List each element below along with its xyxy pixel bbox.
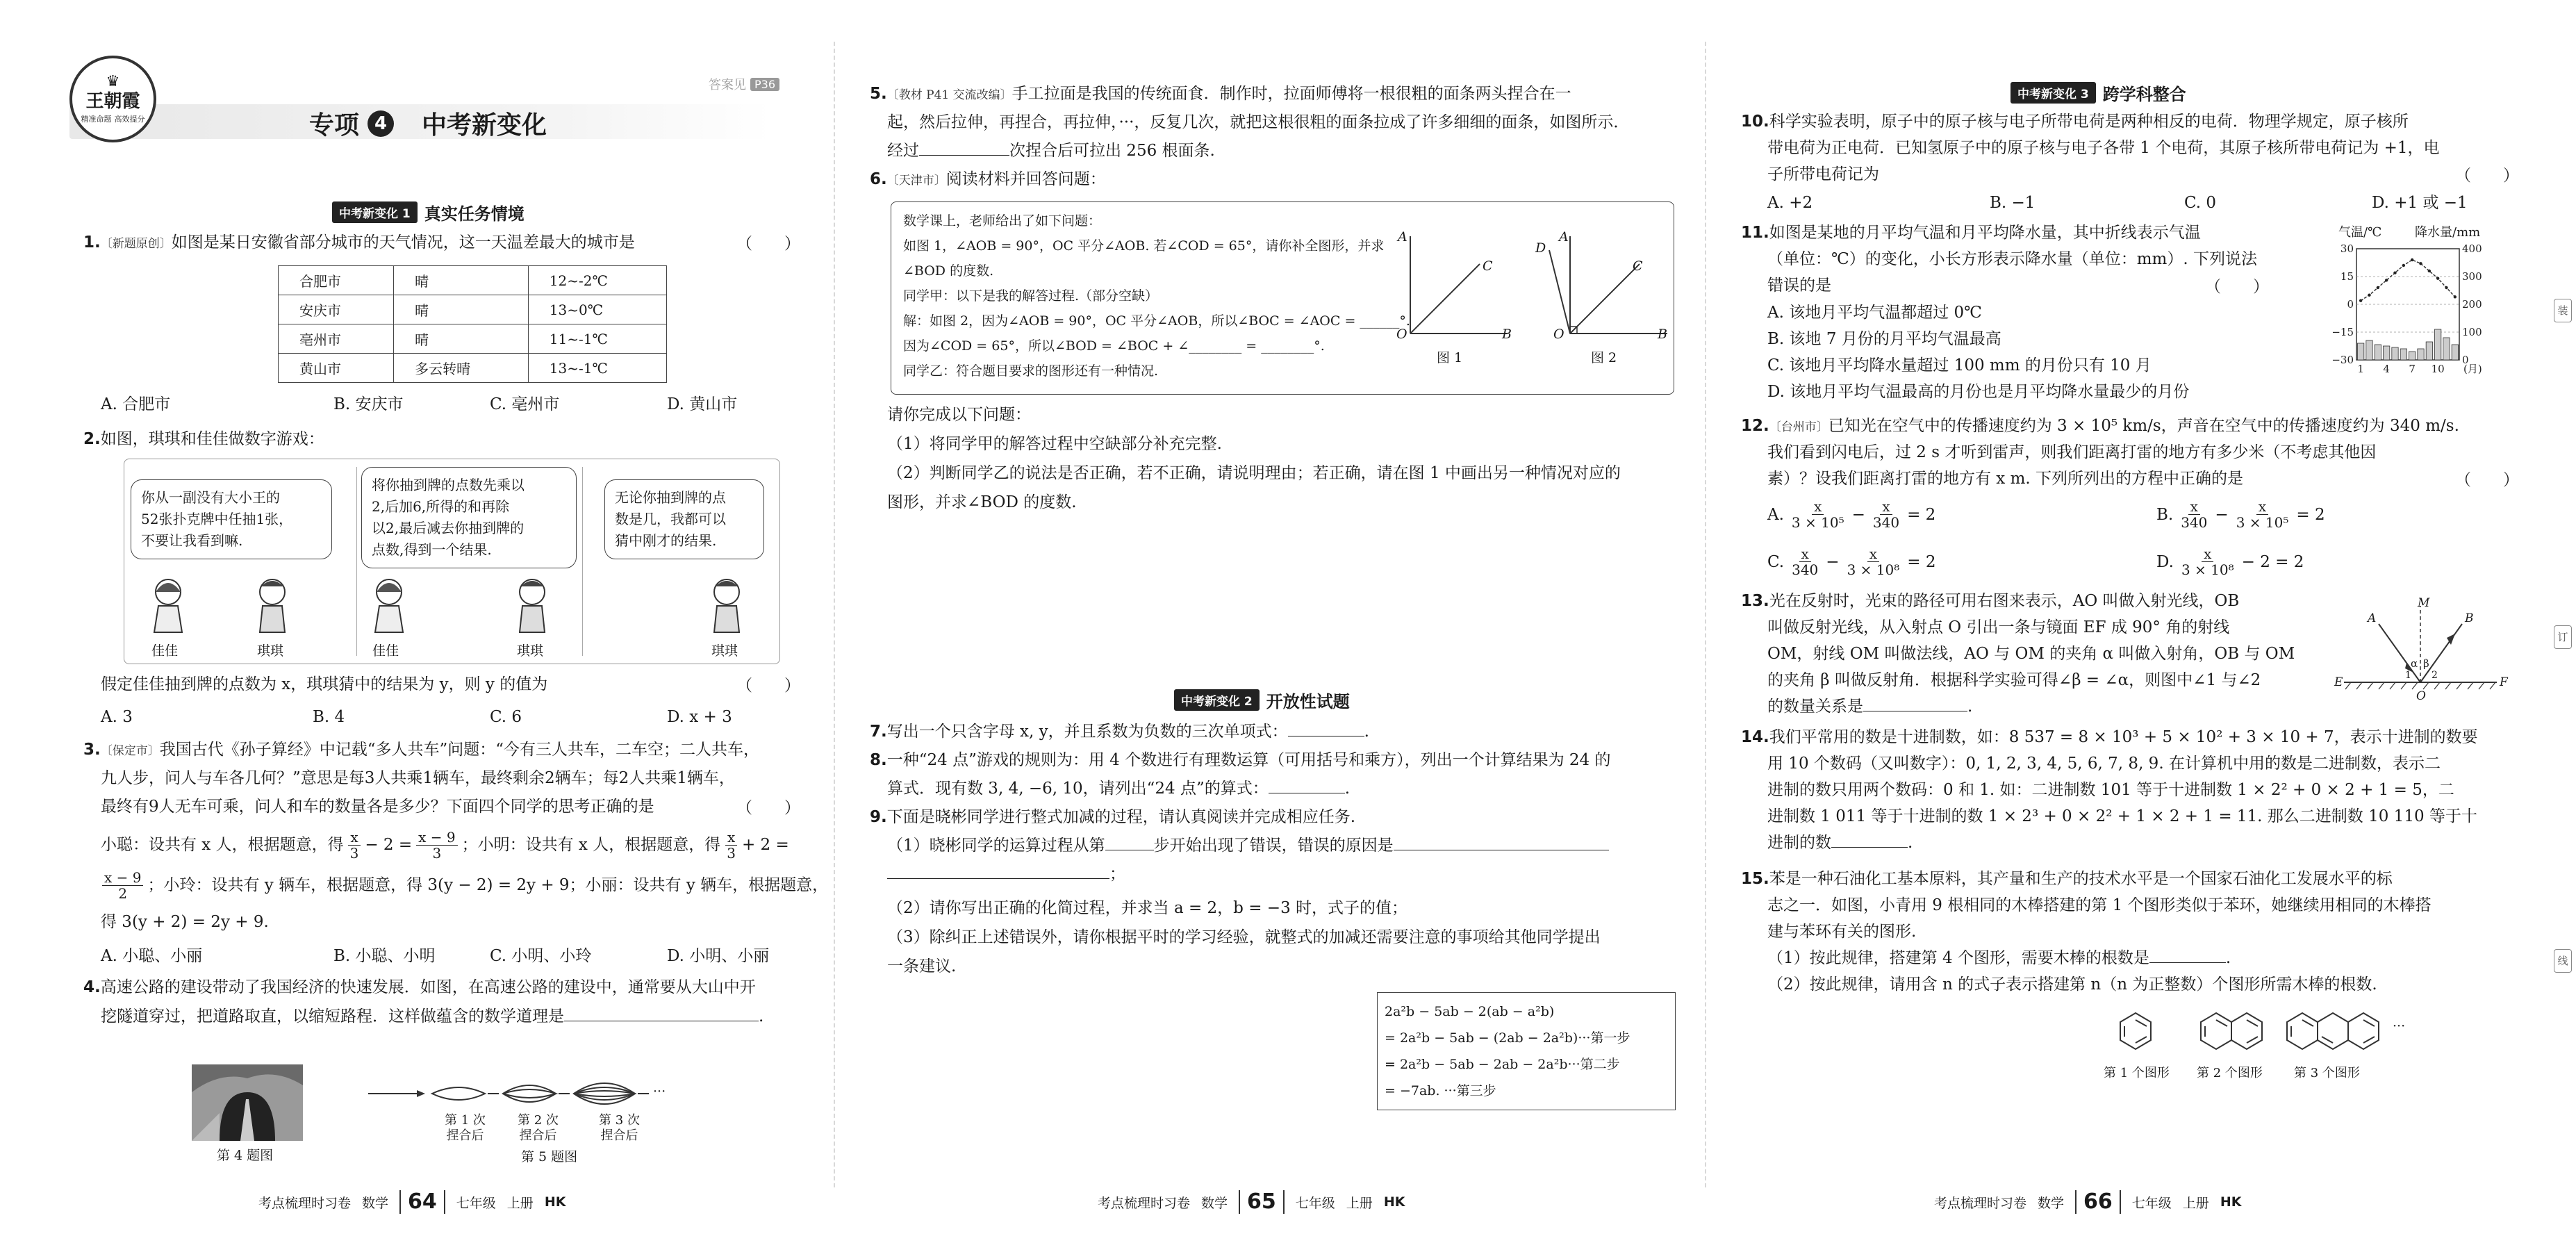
chart-left-tick-label: −30 <box>2331 354 2354 366</box>
q2-name-label: 琪琪 <box>257 643 284 659</box>
chart-x-tick-label: 7 <box>2409 363 2416 375</box>
chart-temperature-point <box>2368 293 2370 296</box>
footer-page-65: 考点梳理时习卷 数学 65 七年级 上册 HK <box>1098 1190 1405 1214</box>
q11-answer-paren[interactable]: （ ） <box>2205 278 2269 296</box>
q6-stem: 6.〔天津市〕阅读材料并回答问题： <box>870 170 1106 188</box>
child-girl-icon <box>154 579 182 632</box>
page-number: 64 <box>399 1190 445 1214</box>
q14-line4: 进制数 1 011 等于十进制的数 1 × 2³ + 0 × 2² + 1 × 2 + 1 = 11. 那么二进制数 10 110 等于十 <box>1767 807 2477 825</box>
q4-figure-caption: 第 4 题图 <box>217 1148 274 1163</box>
section-2-heading: 中考新变化 2 开放性试题 <box>1174 688 1350 711</box>
q2-stem: 2.如图，琪琪和佳佳做数字游戏： <box>83 430 324 448</box>
q13-label-e: E <box>2334 675 2343 689</box>
q5-line2: 起，然后拉伸，再捏合，再拉伸，···，反复几次，就把这根很粗的面条拉成了许多细细的面条，如图所示． <box>887 113 1630 131</box>
q6-fig1-label-c: C <box>1483 258 1493 274</box>
q2-option-b[interactable]: B. 4 <box>313 708 345 726</box>
footer-page-66: 考点梳理时习卷 数学 66 七年级 上册 HK <box>1934 1190 2242 1214</box>
q15-fig-caption-1: 第 1 个图形 <box>2104 1066 2170 1080</box>
q13-label-b: B <box>2465 611 2474 625</box>
chart-temperature-point <box>2393 271 2396 274</box>
q11-option-d[interactable]: D. 该地月平均气温最高的月份也是月平均降水量最少的月份 <box>1767 383 2190 401</box>
q9-sub1-cont: ； <box>887 862 1125 887</box>
q13-label-alpha: α <box>2411 657 2418 670</box>
q10-line2: 带电荷为正电荷．已知氢原子中的原子核与电子各带 1 个电荷，其原子核所带电荷记为 +1，电 <box>1767 139 2440 157</box>
q15-sub1: （1）按此规律，搭建第 4 个图形，需要木棒的根数是 . <box>1767 949 2231 967</box>
q2-option-a[interactable]: A. 3 <box>101 708 133 726</box>
q15-sub2: （2）按此规律，请用含 n 的式子表示搭建第 n（n 为正整数）个图形所需木棒的根数. <box>1767 976 2377 994</box>
q6-sub2b: 图形，并求∠BOD 的度数. <box>887 493 1077 511</box>
q9-reason-blank-2[interactable] <box>887 878 1109 879</box>
q9-sub1: （1）晓彬同学的运算过程从第 步开始出现了错误，错误的原因是 <box>887 834 1609 858</box>
topic-title: 专项 4 中考新变化 <box>309 111 547 140</box>
q3-option-a[interactable]: A. 小聪、小丽 <box>101 947 203 965</box>
q13-label-2: 2 <box>2431 670 2438 681</box>
q13-line4: 的夹角 β 叫做反射角．根据科学实验可得∠β = ∠α，则图中∠1 与∠2 <box>1767 671 2261 689</box>
chart-ylabel-left: 气温/℃ <box>2338 225 2382 240</box>
q13-label-beta: β <box>2423 657 2429 670</box>
q6-figure-1 <box>1389 222 1514 347</box>
chart-temperature-point <box>2436 277 2439 279</box>
q13-line2: 叫做反射光线，从入射点 O 引出一条与镜面 EF 成 90° 角的射线 <box>1767 618 2230 636</box>
benzene-ring-2 <box>2201 1013 2262 1049</box>
q5-line3: 经过 次捏合后可拉出 256 根面条. <box>887 142 1215 160</box>
chart-x-axis-label: (月) <box>2463 363 2482 375</box>
binding-mark: 订 <box>2554 625 2572 649</box>
q9-sub2: （2）请你写出正确的化简过程，并求当 a = 2，b = −3 时，式子的值； <box>887 899 1408 917</box>
q15-line1: 15.苯是一种石油化工基本原料，其产量和生产的技术水平是一个国家石油化工发展水平的标 <box>1741 870 2393 888</box>
q2-speech-bubble-2: 将你抽到牌的点数先乘以 2,后加6,所得的和再除 以2,最后减去你抽到牌的 点数,得到一个结果. <box>361 467 577 568</box>
chart-temperature-point <box>2428 270 2431 272</box>
chart-temperature-point <box>2419 262 2422 265</box>
q6-fig2-label-c: C <box>1633 258 1643 274</box>
q6-sub1: （1）将同学甲的解答过程中空缺部分补充完整. <box>887 435 1222 453</box>
q6-fig1-label-o: O <box>1396 327 1407 342</box>
logo-sub2: 高效提分 <box>114 114 145 124</box>
chart-x-tick-label: 10 <box>2431 363 2445 375</box>
q15-line2: 志之一．如图，小青用 9 根相同的木棒搭建的第 1 个图形类似于苯环，她继续用相同的木棒搭 <box>1767 896 2431 914</box>
chart-left-tick-label: 15 <box>2340 270 2354 283</box>
q15-benzene-figures <box>2094 1005 2413 1060</box>
q14-answer-blank[interactable] <box>1831 847 1908 848</box>
q12-answer-paren[interactable]: （ ） <box>2455 471 2519 489</box>
q13-reflection-figure <box>2337 596 2504 700</box>
q10-line3: 子所带电荷记为 <box>1767 165 1879 183</box>
chart-bar <box>2375 345 2381 360</box>
chart-temperature-point <box>2385 279 2388 281</box>
q3-option-c[interactable]: C. 小明、小玲 <box>490 947 592 965</box>
chart-temperature-point <box>2402 264 2405 267</box>
chart-bar <box>2366 340 2372 360</box>
q9-sub3a: （3）除纠正上述错误外，请你根据平时的学习经验，就整式的加减还需要注意的事项给其他同学提出 <box>887 928 1601 946</box>
q1-option-c[interactable]: C. 亳州市 <box>490 395 560 413</box>
chart-bar <box>2443 338 2450 360</box>
q2-speech-bubble-1: 你从一副没有大小王的 52张扑克牌中任抽1张， 不要让我看到嘛. <box>131 479 332 559</box>
q5-step-label-2: 第 2 次 捏合后 <box>518 1113 559 1143</box>
q13-line5: 的数量关系是 . <box>1767 698 1973 716</box>
q11-line1: 11.如图是某地的月平均气温和月平均降水量，其中折线表示气温 <box>1741 224 2201 242</box>
chart-temperature-point <box>2359 299 2362 302</box>
chart-temperature-point <box>2454 295 2457 298</box>
q2-option-d[interactable]: D. x + 3 <box>667 708 732 726</box>
q11-line2: （单位：℃）的变化，小长方形表示降水量（单位：mm）. 下列说法 <box>1767 250 2257 268</box>
q5-line1: 5.〔教材 P41 交流改编〕手工拉面是我国的传统面食．制作时，拉面师傅将一根很粗的面条两头捏合在一 <box>870 85 1571 103</box>
q6-fig1-label-b: B <box>1502 327 1512 342</box>
binding-mark: 装 <box>2554 299 2572 322</box>
binding-mark: 线 <box>2554 949 2572 973</box>
logo <box>69 56 156 142</box>
q6-fig1-caption: 图 1 <box>1437 350 1463 365</box>
q6-fig2-label-a: A <box>1559 229 1569 245</box>
q6-fig1-label-a: A <box>1398 229 1407 245</box>
q6-fig2-label-d: D <box>1535 240 1546 256</box>
q10-line1: 10.科学实验表明，原子中的原子核与电子所带电荷是两种相反的电荷．物理学规定，原子核所 <box>1741 113 2409 131</box>
q15-fig-caption-2: 第 2 个图形 <box>2197 1066 2263 1080</box>
chart-temperature-point <box>2411 258 2413 261</box>
chart-right-tick-label: 400 <box>2462 242 2482 255</box>
q8-line2: 算式．现有数 3, 4, −6, 10，请列出“24 点”的算式： . <box>887 780 1351 798</box>
chart-temperature-line <box>2361 260 2455 301</box>
q7-stem: 7.写出一个只含字母 x, y，并且系数为负数的三次单项式： . <box>870 723 1369 741</box>
q6-fig2-caption: 图 2 <box>1591 350 1617 365</box>
q6-sub2a: （2）判断同学乙的说法是否正确，若不正确，请说明理由；若正确，请在图 1 中画出另一种情况对应的 <box>887 464 1621 482</box>
q13-label-m: M <box>2418 596 2430 610</box>
q13-label-o: O <box>2416 689 2426 703</box>
q1-stem: 1.〔新题原创〕如图是某日安徽省部分城市的天气情况，这一天温差最大的城市是 <box>83 233 635 252</box>
q2-name-label: 琪琪 <box>517 643 544 659</box>
child-girl-icon <box>375 579 403 632</box>
q1-option-d[interactable]: D. 黄山市 <box>667 395 738 413</box>
q5-answer-blank[interactable] <box>919 155 1009 156</box>
q6-material-text: 数学课上，老师给出了如下问题： 如图 1，∠AOB = 90°，OC 平分∠AOB. 若∠COD = 65°，请你补全图形，并求 ∠BOD 的度数. 同学甲：以下是我的解答过程.（部分空缺） 解：如图 2，因为∠AOB = 90°，OC 平分∠AOB，所以∠BOC = ∠AOC = ______°. 因为∠COD = 65°，所以∠BOD = ∠BOC + ∠________ = ________°. 同学乙：符合题目要求的图形还有一种情况. <box>903 213 1410 379</box>
q6-fig2-label-b: B <box>1658 327 1667 342</box>
q14-line1: 14.我们平常用的数是十进制数，如：8 537 = 8 × 10³ + 5 × 10² + 3 × 10 + 7，表示十进制的数要 <box>1741 728 2478 746</box>
q5-ellipsis: ··· <box>653 1084 666 1099</box>
logo-crown-icon: ♛ <box>106 72 120 90</box>
q13-line1: 13.光在反射时，光束的路径可用右图来表示，AO 叫做入射光线，OB <box>1741 592 2240 610</box>
q12-option-c[interactable]: C. $\frac{x}{340}$ − $\frac{x}{\text{3 × 10⁸}}$ = 2 <box>1767 545 1936 578</box>
q14-line2: 用 10 个数码（又叫数字）：0, 1, 2, 3, 4, 5, 6, 7, 8, 9. 在计算机中用的数是二进制数，表示二 <box>1767 755 2441 773</box>
chart-bar <box>2409 352 2416 360</box>
chart-bar <box>2435 329 2441 360</box>
table-row: 合肥市 晴 12~-2℃ <box>279 266 667 295</box>
q13-line3: OM，射线 OM 叫做法线，AO 与 OM 的夹角 α 叫做入射角，OB 与 OM <box>1767 645 2295 663</box>
chart-x-tick-label: 1 <box>2357 363 2364 375</box>
chart-left-tick-label: 30 <box>2340 242 2354 255</box>
section-1-heading: 中考新变化 1 真实任务情境 <box>332 200 525 224</box>
section-3-heading: 中考新变化 3 跨学科整合 <box>2011 81 2186 104</box>
chart-left-tick-label: 0 <box>2347 298 2354 311</box>
q10-option-b[interactable]: B. −1 <box>1990 194 2036 212</box>
q12-option-b[interactable]: B. $\frac{x}{340}$ − $\frac{x}{\text{3 × 10⁵}}$ = 2 <box>2156 498 2325 531</box>
q3-line4: 小聪：设共有 x 人，根据题意，得 $\frac{x}{3}$ − 2 = $\frac{x - 9}{3}$ ；小明：设共有 x 人，根据题意，得 $\frac{x}{3}$ + 2 = <box>101 829 789 862</box>
chart-x-tick-label: 4 <box>2383 363 2390 375</box>
q4-line1: 4.高速公路的建设带动了我国经济的快速发展．如图，在高速公路的建设中，通常要从大山中开 <box>83 978 756 996</box>
chart-bar <box>2426 342 2432 360</box>
q11-option-a[interactable]: A. 该地月平均气温都超过 0℃ <box>1767 304 1982 322</box>
q12-line1: 12.〔台州市〕已知光在空气中的传播速度约为 3 × 10⁵ km/s，声音在空气中的传播速度约为 340 m/s. <box>1741 417 2459 435</box>
q15-line3: 建与苯环有关的图形. <box>1767 923 1917 941</box>
benzene-ring-1 <box>2120 1013 2151 1049</box>
q12-option-d[interactable]: D. $\frac{x}{\text{3 × 10⁸}}$ − 2 = 2 <box>2156 545 2304 578</box>
q3-line3: 最终有9人无车可乘，问人和车的数量各是多少？下面四个同学的思考正确的是 <box>101 798 654 816</box>
logo-text: 王朝霞 <box>85 90 140 112</box>
q13-label-a: A <box>2368 611 2377 625</box>
topic-number-badge: 4 <box>368 110 394 137</box>
table-row: 黄山市 多云转晴 13~-1℃ <box>279 354 667 383</box>
q15-ellipsis: ··· <box>2393 1019 2406 1034</box>
chart-bar <box>2400 349 2406 360</box>
q6-fig2-label-o: O <box>1553 327 1564 342</box>
q2-answer-paren[interactable]: （ ） <box>736 677 800 695</box>
answer-page-badge: P36 <box>750 78 779 91</box>
q3-line1: 3.〔保定市〕我国古代《孙子算经》中记载“多人共车”问题：“今有三人共车，二车空；二人共车， <box>83 741 760 759</box>
q5-step-label-3: 第 3 次 捏合后 <box>599 1113 640 1143</box>
q2-children-figures <box>124 577 780 664</box>
q12-option-a[interactable]: A. $\frac{x}{\text{3 × 10⁵}}$ − $\frac{x}{340}$ = 2 <box>1767 498 1936 531</box>
q10-option-c[interactable]: C. 0 <box>2184 194 2217 212</box>
chart-right-tick-label: 300 <box>2462 270 2482 283</box>
q13-label-f: F <box>2500 675 2508 689</box>
q2-option-c[interactable]: C. 6 <box>490 708 522 726</box>
page-66 <box>1705 0 2576 1243</box>
q3-option-d[interactable]: D. 小明、小丽 <box>667 947 770 965</box>
q2-name-label: 佳佳 <box>372 643 399 659</box>
q12-line3: 素）？设我们距离打雷的地方有 x m. 下列所列出的方程中正确的是 <box>1767 470 2244 488</box>
chart-right-tick-label: 100 <box>2462 326 2482 338</box>
q3-option-b[interactable]: B. 小聪、小明 <box>333 947 436 965</box>
q10-option-d[interactable]: D. +1 或 −1 <box>2372 194 2468 212</box>
child-boy-icon <box>520 579 545 632</box>
chart-right-tick-label: 0 <box>2462 354 2469 366</box>
q5-figure-caption: 第 5 题图 <box>521 1149 578 1164</box>
q10-option-a[interactable]: A. +2 <box>1767 194 1813 212</box>
child-boy-icon <box>260 579 285 632</box>
q11-option-c[interactable]: C. 该地月平均降水量超过 100 mm 的月份只有 10 月 <box>1767 356 2152 374</box>
q3-line6: 得 3(y + 2) = 2y + 9. <box>101 913 269 931</box>
chart-ylabel-right: 降水量/mm <box>2415 225 2481 240</box>
q10-answer-paren[interactable]: （ ） <box>2455 167 2519 185</box>
q1-option-b[interactable]: B. 安庆市 <box>333 395 404 413</box>
q2-name-label: 琪琪 <box>711 643 738 659</box>
page-number: 65 <box>1239 1190 1285 1214</box>
q15-answer-blank[interactable] <box>2149 962 2226 963</box>
answer-ref: 答案见 P36 <box>709 75 779 93</box>
child-boy-icon <box>714 579 739 632</box>
q5-step-label-1: 第 1 次 捏合后 <box>445 1113 486 1143</box>
chart-bar <box>2418 349 2424 360</box>
chart-right-tick-label: 200 <box>2462 298 2482 311</box>
chart-bar <box>2384 346 2390 360</box>
chart-bar <box>2392 347 2398 360</box>
page-64 <box>0 0 834 1243</box>
q8-line1: 8.一种“24 点”游戏的规则为：用 4 个数进行有理数运算（可用括号和乘方），列出一个计算结果为 24 的 <box>870 751 1611 769</box>
q13-label-1: 1 <box>2405 670 2411 681</box>
footer-page-64: 考点梳理时习卷 数学 64 七年级 上册 HK <box>258 1190 566 1214</box>
q1-answer-paren[interactable]: （ ） <box>736 235 800 253</box>
page-65 <box>834 0 1705 1243</box>
climate-chart <box>2330 239 2497 378</box>
q15-fig-caption-3: 第 3 个图形 <box>2294 1066 2360 1080</box>
q2-name-label: 佳佳 <box>151 643 179 659</box>
logo-sub1: 精准命题 <box>81 114 112 124</box>
q6-prompt: 请你完成以下问题： <box>887 406 1031 424</box>
q1-weather-table <box>278 265 667 383</box>
table-row: 安庆市 晴 13~0℃ <box>279 295 667 324</box>
q14-line5: 进制的数 . <box>1767 834 1913 852</box>
q2-speech-bubble-3: 无论你抽到牌的点 数是几，我都可以 猜中刚才的结果. <box>604 479 764 559</box>
q2-question: 假定佳佳抽到牌的点数为 x，琪琪猜中的结果为 y，则 y 的值为 <box>101 675 548 693</box>
q14-line3: 进制的数只用两个数码：0 和 1. 如：二进制数 101 等于十进制数 1 × 2² + 0 × 2 + 1 = 5，二 <box>1767 781 2454 799</box>
q3-line5: $\frac{x - 9}{2}$ ；小玲：设共有 y 辆车，根据题意，得 3(y − 2) = 2y + 9；小丽：设共有 y 辆车，根据题意， <box>101 870 828 901</box>
chart-bar <box>2358 343 2364 360</box>
q9-stem: 9.下面是晓彬同学进行整式加减的过程，请认真阅读并完成相应任务. <box>870 808 1356 826</box>
q11-option-b[interactable]: B. 该地 7 月份的月平均气温最高 <box>1767 330 2001 348</box>
q12-line2: 我们看到闪电后，过 2 s 才听到雷声，则我们距离打雷的地方有多少米（不考虑其他因 <box>1767 443 2377 461</box>
q3-line2: 九人步，问人与车各几何？”意思是每3人共乘1辆车，最终剩余2辆车；每2人共乘1辆车， <box>101 769 735 787</box>
q1-option-a[interactable]: A. 合肥市 <box>101 395 171 413</box>
chart-temperature-point <box>2377 286 2379 289</box>
chart-temperature-point <box>2445 286 2447 289</box>
chart-left-tick-label: −15 <box>2331 326 2354 338</box>
q3-answer-paren[interactable]: （ ） <box>736 799 800 817</box>
table-row: 亳州市 晴 11~-1℃ <box>279 324 667 354</box>
benzene-ring-3 <box>2287 1013 2379 1049</box>
q11-line3: 错误的是 <box>1767 277 1831 295</box>
chart-bar <box>2452 345 2458 360</box>
binding-line <box>2562 56 2563 1187</box>
q4-line2: 挖隧道穿过，把道路取直，以缩短路程．这样做蕴含的数学道理是 . <box>101 1007 764 1026</box>
q9-sub3b: 一条建议. <box>887 957 957 976</box>
q4-tunnel-photo <box>192 1064 303 1141</box>
page-number: 66 <box>2075 1190 2121 1214</box>
q9-work-box: 2a²b − 5ab − 2(ab − a²b) = 2a²b − 5ab − (2ab − 2a²b)···第一步 = 2a²b − 5ab − 2ab − 2a²b···第二步 = −7ab. ···第三步 <box>1377 992 1676 1110</box>
